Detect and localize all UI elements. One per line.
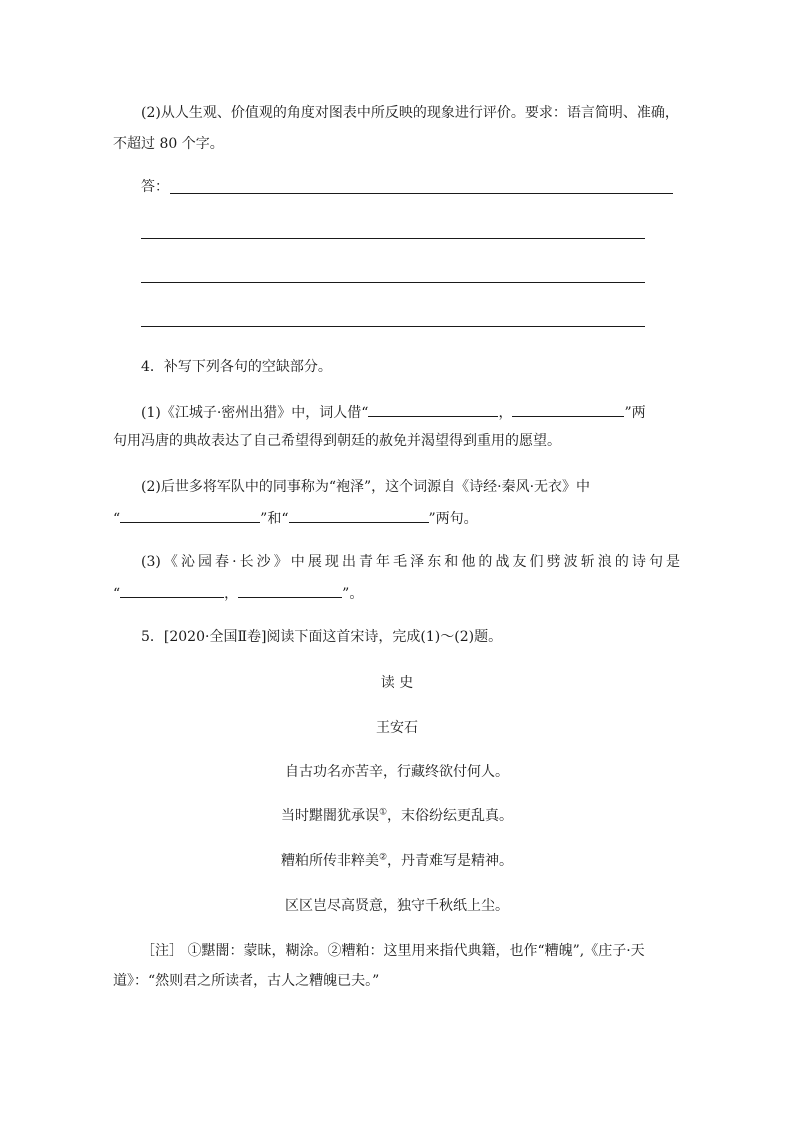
poem-note-line1: ［注］ ①黮闇：蒙昧，糊涂。②糟粕：这里用来指代典籍，也作“糟魄”,《庄子·天 — [141, 943, 645, 959]
q4-s1-blank-2[interactable] — [512, 401, 624, 417]
q4-s2-line2 — [113, 507, 478, 529]
answer-line-1[interactable] — [170, 193, 673, 194]
q4-s1-line2: 句用冯唐的典故表达了自己希望得到朝廷的赦免并渴望得到重用的愿望。 — [113, 433, 561, 449]
q5-title: 5．[2020·全国Ⅱ卷]阅读下面这首宋诗，完成(1)～(2)题。 — [141, 629, 503, 645]
q4-s1-part1: (1)《江城子·密州出猎》中，词人借“ — [141, 405, 369, 421]
q4-s1-part2: ”两 — [624, 405, 646, 421]
q3-2-prompt-line2: 不超过 80 个字。 — [113, 136, 224, 152]
q4-s3-blank-1[interactable] — [120, 582, 224, 598]
q4-s2-blank-2[interactable] — [289, 507, 429, 523]
q4-s2-mid: ”和“ — [260, 511, 289, 527]
answer-label: 答： — [141, 179, 169, 195]
poem-line-2 — [0, 806, 794, 826]
answer-line-2[interactable] — [141, 238, 645, 239]
poem-author: 王安石 — [376, 720, 418, 736]
poem-note-line2: 道》：“然则君之所读者，古人之糟魄已夫。” — [113, 973, 380, 989]
q3-2-prompt-line1: (2)从人生观、价值观的角度对图表中所反映的现象进行评价。要求：语言简明、准确， — [141, 105, 679, 121]
q4-title: 4．补写下列各句的空缺部分。 — [141, 359, 332, 375]
answer-line-3[interactable] — [141, 282, 645, 283]
poem-line-3 — [0, 851, 794, 871]
q4-s3-blank-2[interactable] — [238, 582, 342, 598]
q4-s1-sep: ， — [498, 405, 513, 421]
q4-s1-blank-1[interactable] — [368, 401, 498, 417]
q4-s2-line1: (2)后世多将军队中的同事称为“袍泽”，这个词源自《诗经·秦风·无衣》中 — [141, 479, 591, 495]
poem-title: 读 史 — [380, 675, 414, 691]
poem-line-1: 自古功名亦苦辛，行藏终欲付何人。 — [285, 764, 509, 780]
answer-line-4[interactable] — [141, 326, 645, 327]
q4-s3-open: “ — [113, 586, 121, 602]
q4-s2-end: ”两句。 — [428, 511, 478, 527]
q4-s2-blank-1[interactable] — [120, 507, 260, 523]
note-mark-1: ① — [378, 807, 388, 818]
q4-s3-end: ”。 — [342, 586, 364, 602]
q4-s3-line1: (3)《沁园春·长沙》中展现出青年毛泽东和他的战友们劈波斩浪的诗句是 — [141, 554, 680, 570]
poem-line-3-b: ，丹青难写是精神。 — [387, 853, 514, 869]
note-mark-2: ② — [378, 852, 388, 863]
q4-s3-line2 — [113, 582, 363, 604]
poem-line-2-a: 当时黮闇犹承误 — [280, 808, 379, 824]
poem-line-2-b: ，末俗纷纭更乱真。 — [387, 808, 514, 824]
q4-s1-line1 — [141, 401, 646, 423]
q4-s2-open: “ — [113, 511, 121, 527]
poem-line-3-a: 糟粕所传非粹美 — [280, 853, 379, 869]
q4-s3-sep: ， — [224, 586, 239, 602]
poem-line-4: 区区岂尽高贤意，独守千秋纸上尘。 — [285, 898, 509, 914]
